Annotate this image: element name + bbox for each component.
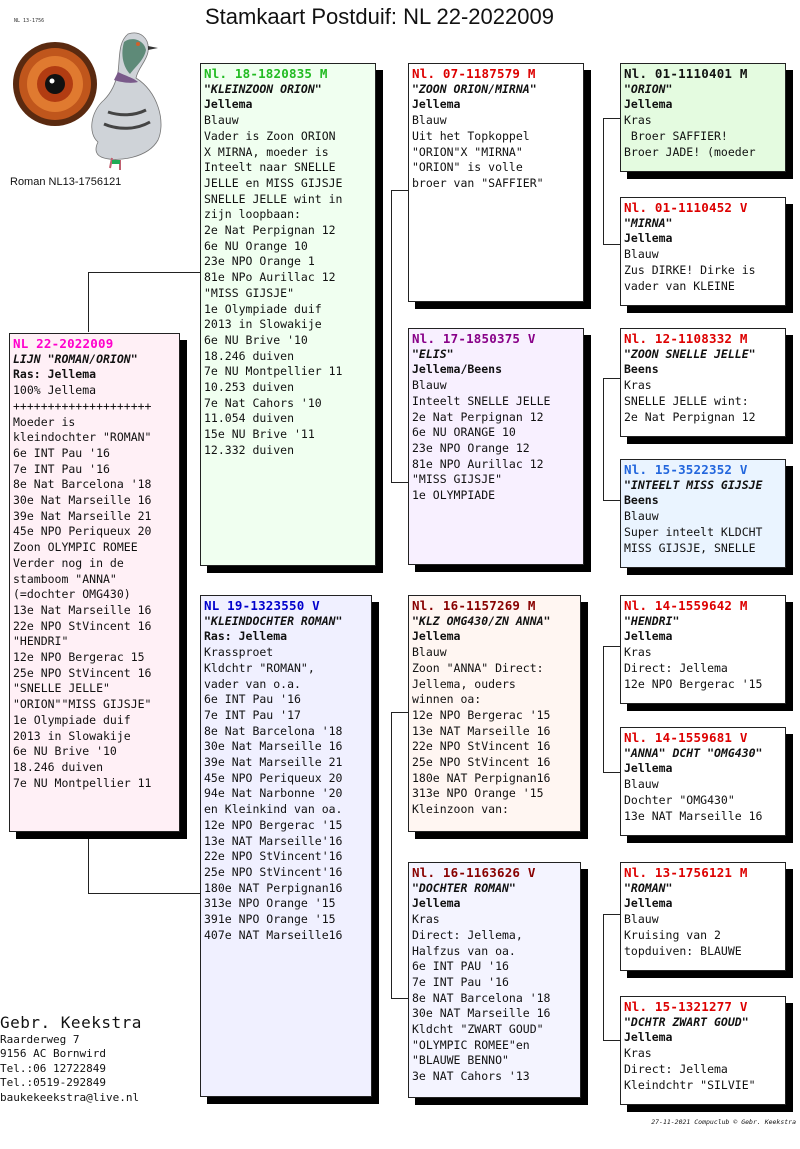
note-line: Super inteelt KLDCHT — [624, 524, 763, 539]
note-line: Broer SAFFIER! — [624, 128, 728, 143]
note-line: Kruising van 2 — [624, 927, 721, 942]
note-line: Kleindchtr "SILVIE" — [624, 1077, 756, 1092]
note-line: 81e NPO Aurillac 12 — [412, 456, 544, 471]
note-line: "MISS GIJSJE" — [204, 285, 295, 300]
connector — [603, 914, 620, 915]
note-line: 8e Nat Barcelona '18 — [204, 723, 343, 738]
pigeon-name: "ANNA" DCHT "OMG430" — [624, 745, 763, 760]
card-notes — [204, 113, 372, 458]
owner-phone-2: Tel.:0519-292849 — [0, 1076, 106, 1089]
pigeon-name: "HENDRI" — [624, 613, 680, 628]
card-notes — [624, 113, 782, 160]
connector — [603, 500, 620, 501]
breeder: Jellema — [624, 231, 673, 246]
connector — [391, 998, 408, 999]
owner-phone-1: Tel.:06 12722849 — [0, 1061, 106, 1075]
note-line: Vader is Zoon ORION — [204, 128, 336, 143]
card-notes — [624, 645, 782, 692]
note-line: 13e NAT Marseille 16 — [412, 723, 551, 738]
note-line: Zus DIRKE! Dirke is — [624, 262, 756, 277]
note-line: 45e NPO Periqueux 20 — [13, 524, 152, 539]
note-line: "HENDRI" — [13, 634, 69, 649]
connector — [603, 118, 604, 244]
card-notes — [624, 378, 782, 425]
connector — [391, 190, 408, 191]
pigeon-name: "ORION" — [624, 81, 673, 96]
note-line: 313e NPO Orange '15 — [412, 786, 544, 801]
note-line: "BLAUWE BENNO" — [412, 1053, 509, 1068]
note-line: 15e NU Brive '11 — [204, 427, 315, 442]
note-line: en Kleinkind van oa. — [204, 802, 343, 817]
note-line: 12e NPO Bergerac 15 — [13, 650, 145, 665]
note-line: Blauw — [412, 645, 447, 660]
card-ffm — [620, 197, 786, 306]
photo-caption: Roman NL13-1756121 — [10, 176, 122, 188]
ring-number: Nl. 17-1850375 V — [412, 331, 536, 346]
note-line: 39e Nat Marseille 21 — [13, 508, 152, 523]
connector — [603, 118, 620, 119]
pigeon-name: "MIRNA" — [624, 215, 673, 230]
note-line: Zoon OLYMPIC ROMEE — [13, 540, 138, 555]
note-line: 7e NU Montpellier 11 — [13, 775, 152, 790]
pigeon-name: "INTEELT MISS GIJSJE — [624, 477, 763, 492]
breeder: Jellema — [624, 1030, 673, 1045]
note-line: 30e Nat Marseille 16 — [204, 739, 343, 754]
card-father — [200, 63, 376, 566]
owner-city: 9156 AC Bornwird — [0, 1047, 106, 1060]
connector — [603, 378, 604, 500]
connector — [603, 244, 620, 245]
note-line: Direct: Jellema — [624, 660, 728, 675]
note-line: Kras — [624, 645, 652, 660]
breeder: Jellema — [412, 896, 461, 911]
note-line: 12e NPO Bergerac '15 — [624, 676, 763, 691]
note-line: 7e INT Pau '16 — [412, 974, 509, 989]
note-line: 1e Olympiade duif — [204, 301, 322, 316]
card-notes — [624, 1046, 782, 1093]
note-line: 313e NPO Orange '15 — [204, 896, 336, 911]
note-line: JELLE en MISS GIJSJE — [204, 175, 343, 190]
note-line: 25e NPO StVincent'16 — [204, 864, 343, 879]
ring-number: Nl. 16-1157269 M — [412, 598, 536, 613]
note-line: Halfzus van oa. — [412, 943, 516, 958]
breeder: Jellema — [624, 761, 673, 776]
pigeon-name: "KLEINZOON ORION" — [204, 81, 322, 96]
note-line: vader van KLEINE — [624, 278, 735, 293]
card-notes — [204, 645, 368, 943]
card-mother — [200, 595, 372, 1097]
card-mfm — [620, 727, 786, 836]
pigeon-image — [8, 12, 168, 172]
note-line: Blauw — [204, 113, 239, 128]
owner-block — [0, 1013, 142, 1105]
note-line: 2e Nat Perpignan 12 — [204, 223, 336, 238]
pigeon-name: "KLZ OMG430/ZN ANNA" — [412, 613, 551, 628]
note-line: 45e NPO Periqueux 20 — [204, 770, 343, 785]
owner-email: baukekeekstra@live.nl — [0, 1090, 140, 1104]
note-line: Direct: Jellema, — [412, 927, 523, 942]
photo-tag: NL 13-1756 — [14, 18, 45, 24]
connector — [603, 378, 620, 379]
card-notes — [624, 777, 782, 824]
note-line: Kras — [412, 912, 440, 927]
note-line: 30e Nat Marseille 16 — [13, 493, 152, 508]
note-line: 30e NAT Marseille 16 — [412, 1006, 551, 1021]
card-mother-mother — [408, 862, 581, 1098]
note-line: 180e NAT Perpignan16 — [204, 880, 343, 895]
ring-number: Nl. 14-1559681 V — [624, 730, 748, 745]
owner-name: Gebr. Keekstra — [0, 1013, 142, 1032]
note-line: 100% Jellema — [13, 383, 97, 398]
note-line: 2e Nat Perpignan 12 — [624, 409, 756, 424]
note-line: Inteelt naar SNELLE — [204, 160, 336, 175]
note-line: Kras — [624, 378, 652, 393]
note-line: 81e NPo Aurillac 12 — [204, 270, 336, 285]
note-line: 22e NPO StVincent 16 — [412, 739, 551, 754]
card-father-father — [408, 63, 584, 302]
note-line: Jellema, ouders — [412, 676, 516, 691]
note-line: 6e INT Pau '16 — [204, 692, 301, 707]
note-line: 6e NU Orange 10 — [204, 238, 308, 253]
note-line: Verder nog in de — [13, 555, 124, 570]
connector — [88, 832, 89, 894]
note-line: Direct: Jellema — [624, 1061, 728, 1076]
note-line: 1e Olympiade duif — [13, 712, 131, 727]
pigeon-name: "ELIS" — [412, 346, 454, 361]
note-line: X MIRNA, moeder is — [204, 144, 329, 159]
note-line: 2e Nat Perpignan 12 — [412, 409, 544, 424]
owner-street: Raarderweg 7 — [0, 1032, 80, 1046]
note-line: 12e NPO Bergerac '15 — [412, 707, 551, 722]
note-line: 3e NAT Cahors '13 — [412, 1069, 530, 1084]
breeder: Beens — [624, 493, 659, 508]
note-line: Zoon "ANNA" Direct: — [412, 660, 544, 675]
card-notes — [624, 912, 782, 959]
ring-number: Nl. 13-1756121 M — [624, 865, 748, 880]
note-line: 2013 in Slowakije — [204, 317, 322, 332]
card-notes — [412, 378, 580, 504]
card-notes — [412, 113, 580, 192]
breeder: Jellema — [204, 97, 253, 112]
note-line: zijn loopbaan: — [204, 207, 301, 222]
note-line: Krassproet — [204, 645, 274, 660]
connector — [603, 772, 620, 773]
card-mff — [620, 595, 786, 704]
note-line: 2013 in Slowakije — [13, 728, 131, 743]
note-line: 22e NPO StVincent 16 — [13, 618, 152, 633]
note-line: Inteelt SNELLE JELLE — [412, 393, 551, 408]
note-line: Blauw — [624, 777, 659, 792]
note-line: topduiven: BLAUWE — [624, 943, 742, 958]
note-line: kleindochter "ROMAN" — [13, 430, 152, 445]
note-line: 391e NPO Orange '15 — [204, 912, 336, 927]
note-line: SNELLE JELLE wint: — [624, 393, 749, 408]
connector — [391, 712, 392, 999]
pigeon-name: "KLEINDOCHTER ROMAN" — [204, 613, 343, 628]
breeder: Jellema — [624, 629, 673, 644]
note-line: Kras — [624, 113, 652, 128]
note-line: 6e INT PAU '16 — [412, 959, 509, 974]
note-line: 6e INT Pau '16 — [13, 445, 110, 460]
footer-credit: 27-11-2021 Compuclub © Gebr. Keekstra — [651, 1118, 796, 1126]
card-notes — [624, 247, 782, 294]
note-line: "MISS GIJSJE" — [412, 472, 503, 487]
card-mmf — [620, 862, 786, 971]
connector — [603, 646, 620, 647]
card-notes — [624, 509, 782, 556]
card-notes — [13, 383, 176, 791]
note-line: 7e Nat Cahors '10 — [204, 395, 322, 410]
pigeon-photo — [8, 12, 168, 172]
note-line: 13e NAT Marseille'16 — [204, 833, 343, 848]
note-line: vader van o.a. — [204, 676, 301, 691]
note-line: Blauw — [412, 113, 447, 128]
card-fmf — [620, 328, 786, 437]
breeder: Ras: Jellema — [204, 629, 288, 644]
note-line: Blauw — [624, 509, 659, 524]
note-line: 10.253 duiven — [204, 380, 295, 395]
note-line: winnen oa: — [412, 692, 482, 707]
note-line: 7e NU Montpellier 11 — [204, 364, 343, 379]
note-line: Blauw — [624, 247, 659, 262]
note-line: "OLYMPIC ROMEE"en — [412, 1037, 530, 1052]
ring-number: Nl. 01-1110452 V — [624, 200, 748, 215]
note-line: 94e Nat Narbonne '20 — [204, 786, 343, 801]
note-line: Blauw — [412, 378, 447, 393]
ring-number: Nl. 01-1110401 M — [624, 66, 748, 81]
connector — [88, 272, 89, 332]
connector — [88, 272, 200, 273]
note-line: stamboom "ANNA" — [13, 571, 117, 586]
note-line: 12e NPO Bergerac '15 — [204, 817, 343, 832]
note-line: 8e NAT Barcelona '18 — [412, 990, 551, 1005]
pigeon-name: "DOCHTER ROMAN" — [412, 880, 516, 895]
note-line: 7e INT Pau '16 — [13, 461, 110, 476]
note-line: 1e OLYMPIADE — [412, 488, 496, 503]
breeder: Jellema/Beens — [412, 362, 503, 377]
pigeon-name: LIJN "ROMAN/ORION" — [13, 351, 138, 366]
note-line: Kldcht "ZWART GOUD" — [412, 1022, 544, 1037]
connector — [391, 482, 408, 483]
ring-number: Nl. 15-3522352 V — [624, 462, 748, 477]
card-mmm — [620, 996, 786, 1105]
ring-number: Nl. 15-1321277 V — [624, 999, 748, 1014]
note-line: MISS GIJSJE, SNELLE — [624, 540, 756, 555]
note-line: Kras — [624, 1046, 652, 1061]
note-line: 6e NU Brive '10 — [204, 332, 308, 347]
note-line: Dochter "OMG430" — [624, 792, 735, 807]
note-line: 407e NAT Marseille16 — [204, 927, 343, 942]
note-line: "SNELLE JELLE" — [13, 681, 110, 696]
note-line: Blauw — [624, 912, 659, 927]
breeder: Jellema — [624, 97, 673, 112]
breeder: Ras: Jellema — [13, 367, 97, 382]
ring-number: Nl. 16-1163626 V — [412, 865, 536, 880]
note-line: Kldchtr "ROMAN", — [204, 660, 315, 675]
note-line: 13e NAT Marseille 16 — [624, 808, 763, 823]
note-line: 25e NPO StVincent 16 — [13, 665, 152, 680]
card-notes — [412, 645, 577, 818]
note-line: 13e Nat Marseille 16 — [13, 602, 152, 617]
note-line: 23e NPO Orange 12 — [412, 440, 530, 455]
note-line: 25e NPO StVincent 16 — [412, 755, 551, 770]
breeder: Jellema — [624, 896, 673, 911]
ring-number: Nl. 07-1187579 M — [412, 66, 536, 81]
connector — [391, 190, 392, 482]
ring-number: Nl. 18-1820835 M — [204, 66, 328, 81]
note-line: 180e NAT Perpignan16 — [412, 770, 551, 785]
note-line: Uit het Topkoppel — [412, 128, 530, 143]
connector — [603, 646, 604, 772]
ring-number: NL 19-1323550 V — [204, 598, 320, 613]
page-title: Stamkaart Postduif: NL 22-2022009 — [205, 4, 554, 29]
ring-number: Nl. 12-1108332 M — [624, 331, 748, 346]
note-line: "ORION""MISS GIJSJE" — [13, 697, 152, 712]
pigeon-name: "ZOON SNELLE JELLE" — [624, 346, 756, 361]
pigeon-name: "DCHTR ZWART GOUD" — [624, 1014, 749, 1029]
note-line: 8e Nat Barcelona '18 — [13, 477, 152, 492]
note-line: 6e NU Brive '10 — [13, 744, 117, 759]
card-subject — [9, 333, 180, 832]
breeder: Beens — [624, 362, 659, 377]
note-line: 39e Nat Marseille 21 — [204, 755, 343, 770]
card-fmm — [620, 459, 786, 568]
note-line: Broer JADE! (moeder — [624, 144, 756, 159]
note-line: 11.054 duiven — [204, 411, 295, 426]
pigeon-name: "ZOON ORION/MIRNA" — [412, 81, 537, 96]
note-line: 18.246 duiven — [13, 759, 104, 774]
connector — [391, 712, 408, 713]
connector — [603, 1040, 620, 1041]
ring-number: NL 22-2022009 — [13, 336, 114, 351]
note-line: broer van "SAFFIER" — [412, 175, 544, 190]
note-line: 6e NU ORANGE 10 — [412, 425, 516, 440]
note-line: 18.246 duiven — [204, 348, 295, 363]
card-father-mother — [408, 328, 584, 565]
note-line: "ORION"X "MIRNA" — [412, 144, 523, 159]
note-line: 23e NPO Orange 1 — [204, 254, 315, 269]
ring-number: Nl. 14-1559642 M — [624, 598, 748, 613]
card-notes — [412, 912, 577, 1085]
note-line: 22e NPO StVincent'16 — [204, 849, 343, 864]
note-line: Moeder is — [13, 414, 76, 429]
note-line: "ORION" is volle — [412, 160, 523, 175]
breeder: Jellema — [412, 97, 461, 112]
connector — [88, 893, 200, 894]
pigeon-name: "ROMAN" — [624, 880, 673, 895]
card-fff — [620, 63, 786, 172]
note-line: Kleinzoon van: — [412, 802, 509, 817]
connector — [603, 914, 604, 1040]
card-mother-father — [408, 595, 581, 832]
note-line: 12.332 duiven — [204, 442, 295, 457]
breeder: Jellema — [412, 629, 461, 644]
note-line: ++++++++++++++++++++ — [13, 398, 152, 413]
note-line: (=dochter OMG430) — [13, 587, 131, 602]
note-line: 7e INT Pau '17 — [204, 707, 301, 722]
note-line: SNELLE JELLE wint in — [204, 191, 343, 206]
